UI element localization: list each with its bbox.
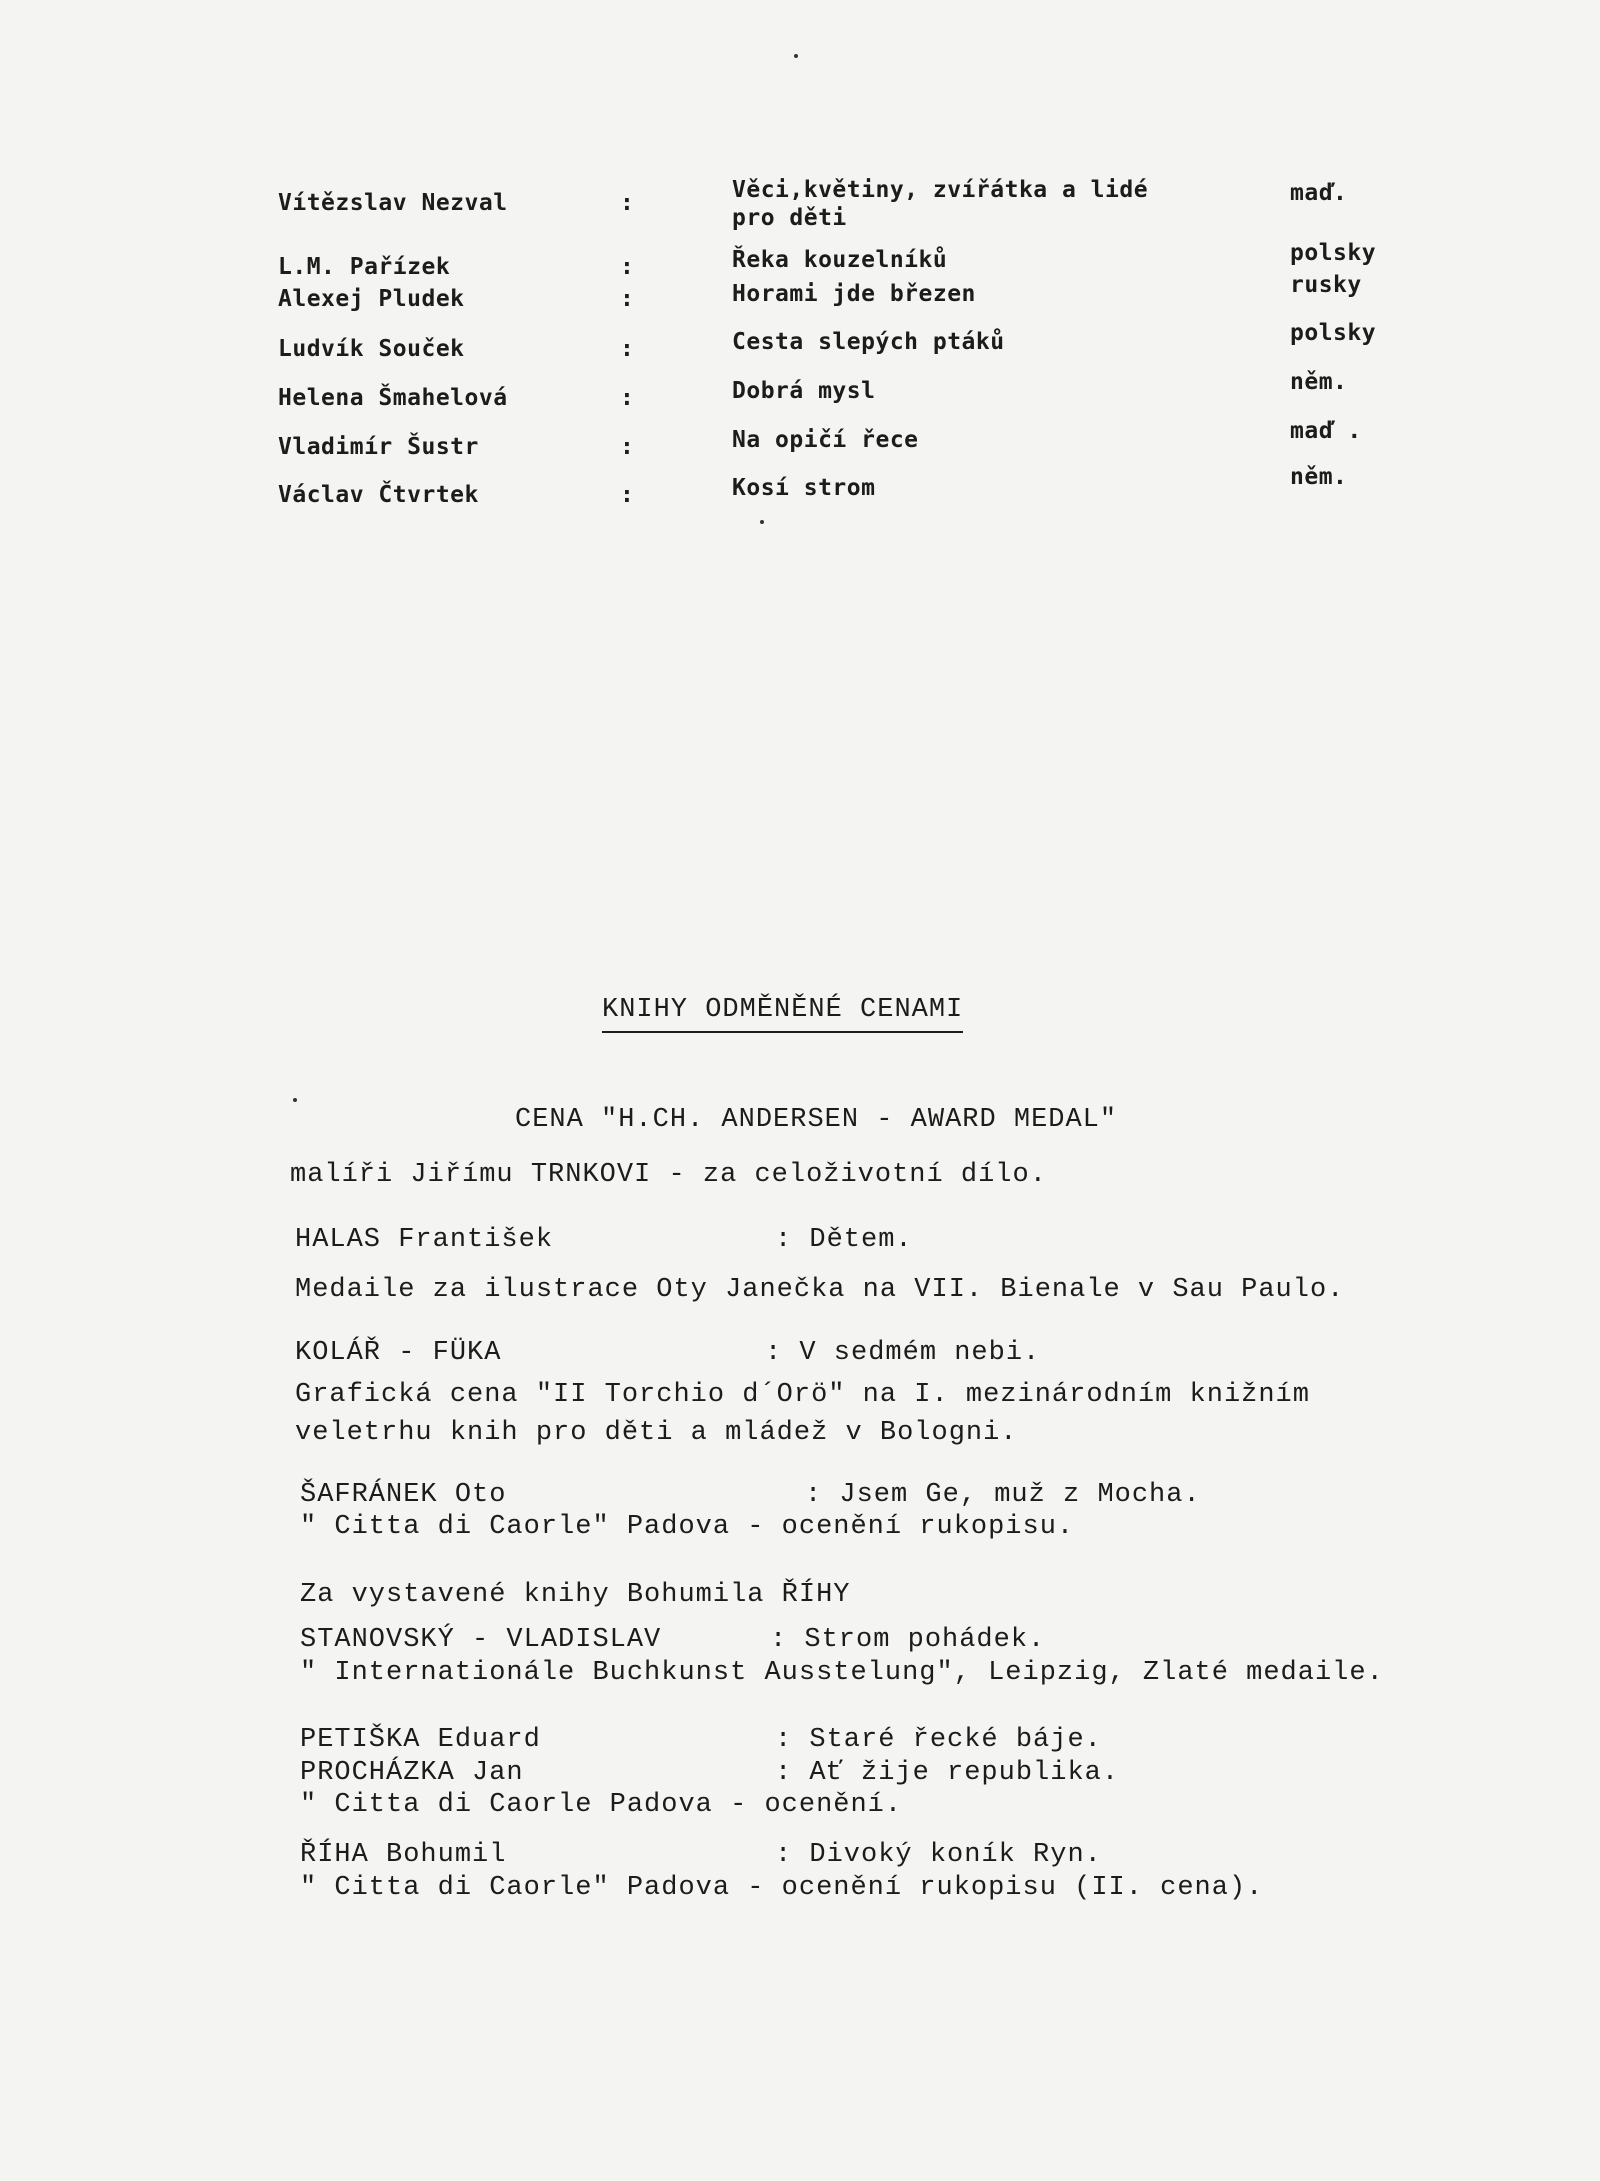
colon: :: [620, 254, 635, 280]
book-title: : Dětem.: [775, 1225, 913, 1255]
award-note: " Internationále Buchkunst Ausstelung", Leipzig, Zlaté medaile.: [300, 1658, 1384, 1688]
colon: :: [620, 482, 635, 508]
author: Alexej Pludek: [278, 286, 465, 312]
author: Helena Šmahelová: [278, 385, 508, 411]
colon: :: [620, 336, 635, 362]
language: rusky: [1290, 272, 1362, 298]
book-title: : Ať žije republika.: [775, 1758, 1120, 1788]
book-title: Kosí strom: [732, 475, 876, 501]
author: KOLÁŘ - FÜKA: [295, 1338, 502, 1368]
award-note: Medaile za ilustrace Oty Janečka na VII. Bienale v Sau Paulo.: [295, 1275, 1345, 1305]
book-title: : Jsem Ge, muž z Mocha.: [805, 1480, 1201, 1510]
language: polsky: [1290, 240, 1377, 266]
colon: :: [620, 190, 635, 216]
language: něm.: [1290, 369, 1348, 395]
book-title: : Divoký koník Ryn.: [775, 1840, 1102, 1870]
colon: :: [620, 385, 635, 411]
speck: [794, 54, 798, 58]
author: Vladimír Šustr: [278, 434, 479, 460]
award-note: " Citta di Caorle" Padova - ocenění rukopisu (II. cena).: [300, 1873, 1264, 1903]
award-note: " Citta di Caorle Padova - ocenění.: [300, 1790, 903, 1820]
book-title: Horami jde březen: [732, 281, 976, 307]
book-title: : Strom pohádek.: [770, 1625, 1046, 1655]
book-title: Na opičí řece: [732, 427, 919, 453]
author: L.M. Pařízek: [278, 254, 451, 280]
language: polsky: [1290, 320, 1377, 346]
speck: [293, 1098, 297, 1102]
book-title: Dobrá mysl: [732, 378, 876, 404]
author: STANOVSKÝ - VLADISLAV: [300, 1625, 662, 1655]
speck: [760, 520, 764, 524]
award-intro: Za vystavené knihy Bohumila ŘÍHY: [300, 1580, 851, 1610]
colon: :: [620, 286, 635, 312]
language: maď .: [1290, 418, 1362, 444]
award-note: " Citta di Caorle" Padova - ocenění rukopisu.: [300, 1512, 1075, 1542]
author: Vítězslav Nezval: [278, 190, 508, 216]
author: Václav Čtvrtek: [278, 482, 479, 508]
author: ŘÍHA Bohumil: [300, 1840, 507, 1870]
award-note: veletrhu knih pro děti a mládež v Bologni.: [295, 1418, 1018, 1448]
author: PETIŠKA Eduard: [300, 1725, 541, 1755]
book-title: Věci,květiny, zvířátka a lidé pro děti: [732, 177, 1149, 231]
award-note: Grafická cena "II Torchio d´Orö" na I. mezinárodním knižním: [295, 1380, 1310, 1410]
author: HALAS František: [295, 1225, 554, 1255]
language: maď.: [1290, 180, 1348, 206]
author: Ludvík Souček: [278, 336, 465, 362]
language: něm.: [1290, 464, 1348, 490]
book-title: Cesta slepých ptáků: [732, 329, 1005, 355]
book-title: : V sedmém nebi.: [765, 1338, 1041, 1368]
andersen-award-title: CENA "H.CH. ANDERSEN - AWARD MEDAL": [515, 1105, 1118, 1135]
colon: :: [620, 434, 635, 460]
andersen-award-text: malíři Jiřímu TRNKOVI - za celoživotní dílo.: [290, 1160, 1047, 1190]
book-title: Řeka kouzelníků: [732, 247, 948, 273]
book-title: : Staré řecké báje.: [775, 1725, 1102, 1755]
author: PROCHÁZKA Jan: [300, 1758, 524, 1788]
author: ŠAFRÁNEK Oto: [300, 1480, 507, 1510]
section-heading: KNIHY ODMĚNĚNÉ CENAMI: [602, 995, 963, 1033]
